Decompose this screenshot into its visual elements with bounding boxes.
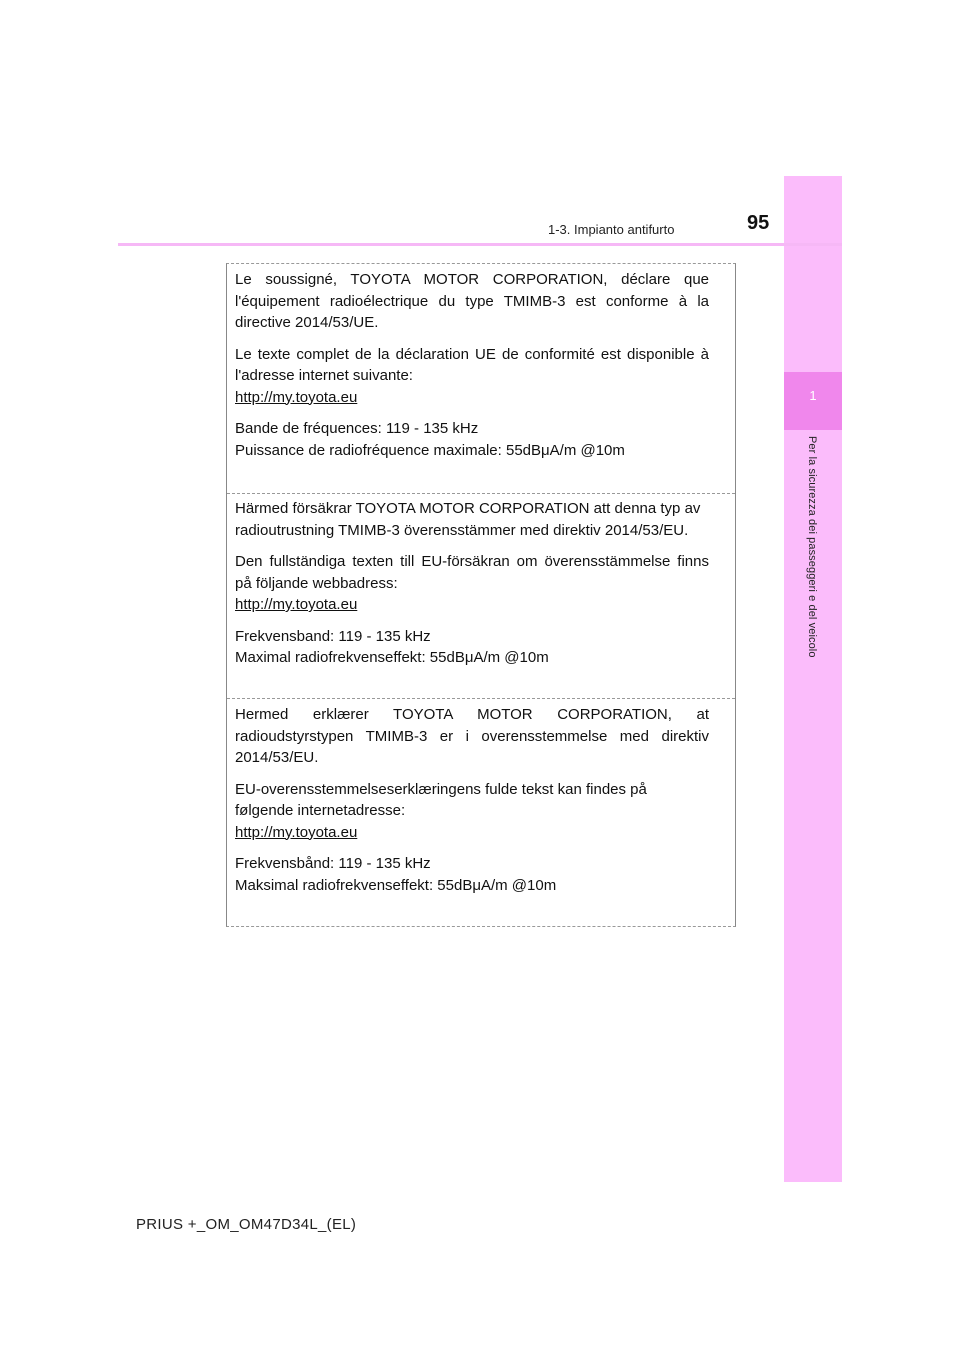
availability-text: EU-overensstemmelseserklæringens fulde tekst kan findes på følgende internetadresse: <box>235 780 647 819</box>
availability-text: Den fullständiga texten till EU-försäkran om överensstämmelse finns på följande webbadress: <box>235 553 709 592</box>
header-rule <box>118 243 842 246</box>
declaration-section-fr <box>227 264 735 493</box>
declaration-text: Härmed försäkrar TOYOTA MOTOR CORPORATION att denna typ av radioutrustning TMIMB-3 överensstämmer med direktiv 2014/53/EU. <box>235 500 701 539</box>
declaration-text: Le soussigné, TOYOTA MOTOR CORPORATION, déclare que l'équipement radioélectrique du type TMIMB-3 est conforme à la directive 2014/53/UE. <box>235 271 709 331</box>
power-text: Puissance de radiofréquence maximale: 55dBμA/m @10m <box>235 441 625 459</box>
frequency-text: Frekvensbånd: 119 - 135 kHz <box>235 855 431 872</box>
declaration-link[interactable]: http://my.toyota.eu <box>235 596 358 613</box>
declaration-text: Hermed erklærer TOYOTA MOTOR CORPORATION, at radioudstyrstypen TMIMB-3 er i overensstemmelse med direktiv 2014/53/EU. <box>235 706 709 766</box>
declaration-section-da <box>227 698 735 926</box>
declaration-link[interactable]: http://my.toyota.eu <box>235 388 358 406</box>
declaration-link[interactable]: http://my.toyota.eu <box>235 823 358 841</box>
frequency-text: Frekvensband: 119 - 135 kHz <box>235 627 431 645</box>
chapter-number: 1 <box>809 388 817 403</box>
availability-text: Le texte complet de la déclaration UE de conformité est disponible à l'adresse internet suivante: <box>235 345 709 384</box>
section-title: 1-3. Impianto antifurto <box>548 222 675 237</box>
page-number: 95 <box>747 212 770 234</box>
chapter-title: Per la sicurezza dei passeggeri e del veicolo <box>806 436 818 658</box>
declaration-section-sv <box>227 493 735 698</box>
declaration-box <box>226 263 736 927</box>
power-text: Maximal radiofrekvenseffekt: 55dBμA/m @10m <box>235 649 549 666</box>
frequency-text: Bande de fréquences: 119 - 135 kHz <box>235 420 479 437</box>
power-text: Maksimal radiofrekvenseffekt: 55dBμA/m @10m <box>235 876 557 894</box>
document-code: PRIUS +_OM_OM47D34L_(EL) <box>136 1216 357 1233</box>
